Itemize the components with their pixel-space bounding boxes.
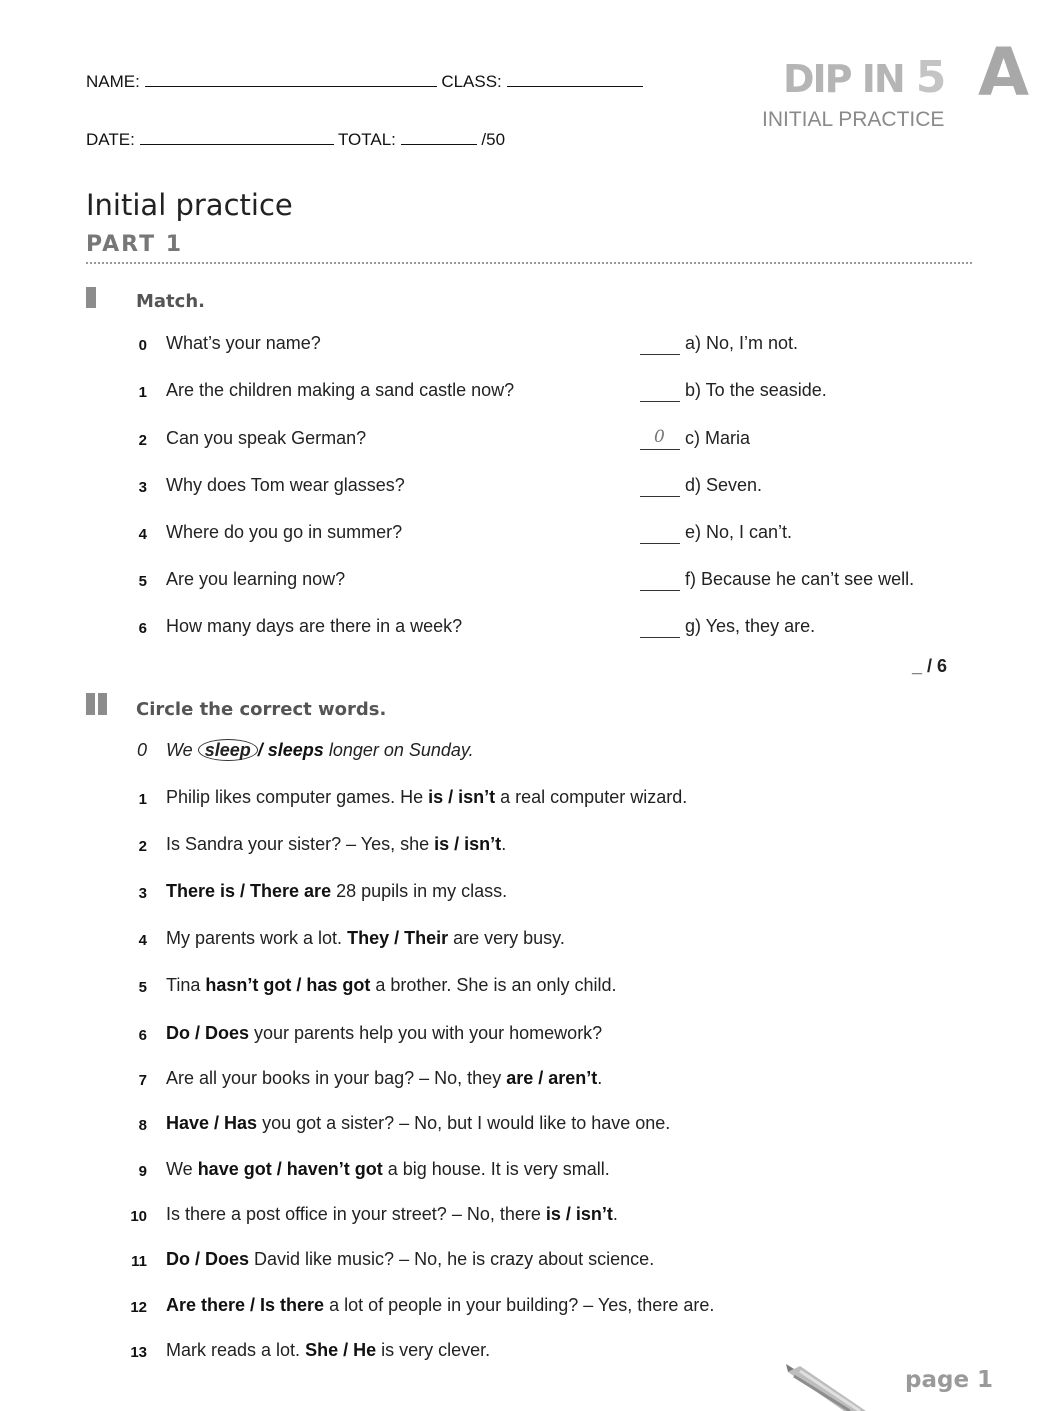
question-number: 5 [138,573,147,590]
question-text: Why does Tom wear glasses? [166,475,405,495]
sentence-end: a brother. She is an only child. [370,975,617,995]
item-number: 5 [138,979,147,996]
word-options[interactable]: have got / haven’t got [197,1159,383,1179]
date-field-row [86,128,505,150]
item-number: 7 [138,1072,147,1089]
brand-number: 5 [915,52,945,103]
sentence [166,1113,670,1134]
answer-blank[interactable] [640,589,680,591]
word-options[interactable]: is / isn’t [545,1204,613,1224]
example-sep: / [257,740,263,760]
example-number: 0 [137,740,148,760]
page-number: page 1 [905,1367,994,1393]
item-number: 1 [138,791,147,808]
class-input-line[interactable] [507,70,643,87]
word-options[interactable]: is / isn’t [428,787,496,807]
date-label: DATE: [86,130,135,149]
question-number: 1 [138,384,147,401]
word-options[interactable]: hasn’t got / has got [205,975,371,995]
sentence [166,1340,490,1361]
class-label: CLASS: [441,72,502,91]
item-number: 11 [131,1253,147,1270]
example-post: longer on Sunday. [328,740,474,760]
word-options[interactable]: There is / There are [166,881,332,901]
total-max: /50 [481,130,506,149]
total-input-line[interactable] [401,128,477,145]
answer-option: d) Seven. [685,475,763,495]
answer-blank[interactable] [640,353,680,355]
sentence-end: your parents help you with your homework? [249,1023,603,1043]
brand-logo [783,52,944,103]
word-options[interactable]: Are there / Is there [166,1295,325,1315]
answer-option: a) No, I’m not. [685,333,799,353]
answer-blank[interactable] [640,400,680,402]
pencil-icon [780,1362,870,1411]
section-marker-2b [98,693,107,715]
question-number: 4 [138,526,147,543]
circled-word: sleep [198,739,258,761]
answer-option: g) Yes, they are. [685,616,816,636]
question-number: 2 [138,432,147,449]
example-pre: We [166,740,193,760]
section1-instruction: Match. [136,291,205,312]
sentence-end: 28 pupils in my class. [331,881,508,901]
sentence [166,1023,602,1044]
sentence-end: . [612,1204,618,1224]
sentence-end: is very clever. [376,1340,491,1360]
page-subtitle: INITIAL PRACTICE [762,108,945,131]
question-text: How many days are there in a week? [166,616,463,636]
item-number: 3 [138,885,147,902]
sentence-start: Are all your books in your bag? – No, they [166,1068,507,1088]
divider [86,262,972,264]
sentence-end: a real computer wizard. [495,787,688,807]
sentence-end: . [501,834,507,854]
sentence [166,1204,618,1225]
sentence-end: a big house. It is very small. [382,1159,610,1179]
question-number: 0 [138,337,147,354]
page-title: Initial practice [86,188,293,222]
sentence-start: Mark reads a lot. [166,1340,306,1360]
sentence [166,834,506,855]
answer-option: c) Maria [685,428,751,448]
sentence-start: My parents work a lot. [166,928,348,948]
item-number: 4 [138,932,147,949]
word-options[interactable]: Do / Does [166,1249,250,1269]
section-marker-2a [86,693,95,715]
answer-option: b) To the seaside. [685,380,827,400]
question-text: What’s your name? [166,333,321,353]
sentence-start: Is there a post office in your street? – No, there [166,1204,546,1224]
answer-blank[interactable] [640,542,680,544]
sentence [166,881,507,902]
sentence [166,1249,654,1270]
example-sentence [137,740,474,761]
name-label: NAME: [86,72,140,91]
answer-blank[interactable] [640,636,680,638]
example-option2: sleeps [267,740,324,760]
word-options[interactable]: Do / Does [166,1023,250,1043]
item-number: 13 [130,1344,147,1361]
answer-blank[interactable] [640,495,680,497]
answer-option: f) Because he can’t see well. [685,569,915,589]
sentence-start: Is Sandra your sister? – Yes, she [166,834,435,854]
sentence [166,1068,602,1089]
word-options[interactable]: is / isn’t [434,834,502,854]
question-text: Are the children making a sand castle now? [166,380,515,400]
word-options[interactable]: are / aren’t [506,1068,598,1088]
sentence [166,787,687,808]
sentence-end: a lot of people in your building? – Yes, there are. [324,1295,715,1315]
sentence-end: you got a sister? – No, but I would like to have one. [257,1113,671,1133]
section1-score: _ / 6 [912,656,948,676]
sentence-end: . [597,1068,603,1088]
item-number: 12 [130,1299,147,1316]
sentence-start: Philip likes computer games. He [166,787,429,807]
brand-text: DIP IN [783,57,904,101]
word-options[interactable]: Have / Has [166,1113,258,1133]
word-options[interactable]: She / He [305,1340,377,1360]
item-number: 2 [138,838,147,855]
sentence [166,975,617,996]
answer-blank[interactable] [640,448,680,450]
sentence-end: David like music? – No, he is crazy about science. [249,1249,655,1269]
section-marker-1 [86,287,96,308]
section2-instruction: Circle the correct words. [136,699,387,720]
sentence-start: Tina [166,975,206,995]
sentence-end: are very busy. [448,928,565,948]
word-options[interactable]: They / Their [347,928,449,948]
question-number: 6 [138,620,147,637]
question-text: Can you speak German? [166,428,367,448]
date-input-line[interactable] [140,128,334,145]
question-number: 3 [138,479,147,496]
question-text: Are you learning now? [166,569,346,589]
item-number: 9 [138,1163,147,1180]
sentence [166,1295,714,1316]
item-number: 8 [138,1117,147,1134]
version-letter: A [978,34,1030,111]
name-input-line[interactable] [145,70,437,87]
sentence [166,928,565,949]
question-text: Where do you go in summer? [166,522,403,542]
sentence [166,1159,610,1180]
name-field-row [86,70,643,92]
sentence-start: We [166,1159,198,1179]
total-label: TOTAL: [337,130,396,149]
item-number: 10 [130,1208,147,1225]
answer-option: e) No, I can’t. [685,522,793,542]
item-number: 6 [138,1027,147,1044]
part-heading: PART 1 [86,232,184,257]
handwritten-answer: 0 [654,427,665,447]
